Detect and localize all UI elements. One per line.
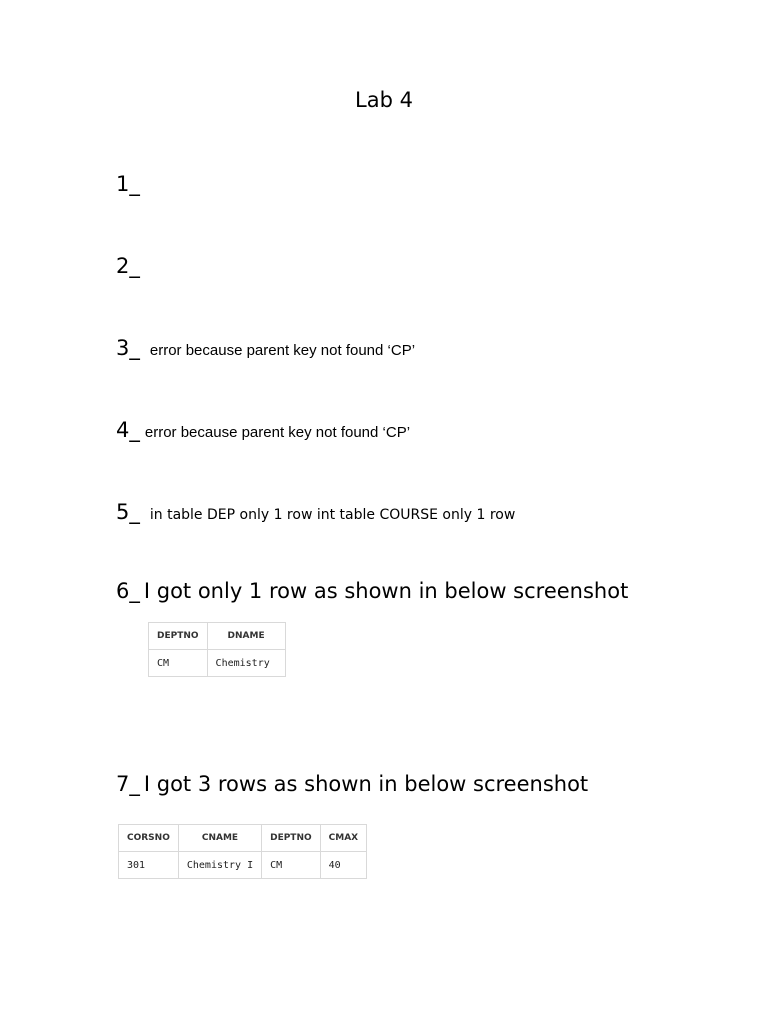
item-number: 3_ (116, 336, 140, 360)
column-header: DEPTNO (149, 623, 208, 650)
item-answer: error because parent key not found ‘CP’ (149, 342, 416, 359)
column-header: CORSNO (119, 825, 179, 852)
item-3 (116, 336, 415, 360)
item-5 (116, 500, 515, 524)
table-cell: CM (149, 650, 208, 677)
item-answer: in table DEP only 1 row int table COURSE only 1 row (149, 507, 516, 523)
item-answer: I got 3 rows as shown in below screenshot (143, 772, 589, 796)
table-cell: 40 (320, 852, 366, 879)
column-header: DNAME (207, 623, 285, 650)
course-table-screenshot (118, 824, 367, 879)
table-row (119, 852, 367, 879)
item-number: 6_ (116, 579, 140, 603)
column-header: CNAME (178, 825, 261, 852)
item-1 (116, 172, 140, 196)
item-4 (116, 418, 410, 442)
page-title: Lab 4 (355, 88, 413, 112)
table-cell: Chemistry I (178, 852, 261, 879)
table-cell: 301 (119, 852, 179, 879)
dep-table-screenshot (148, 622, 286, 677)
item-2 (116, 254, 140, 278)
table-row (149, 650, 286, 677)
table-header-row (119, 825, 367, 852)
item-6 (116, 579, 628, 603)
item-number: 7_ (116, 772, 140, 796)
item-number: 2_ (116, 254, 140, 278)
item-number: 5_ (116, 500, 140, 524)
item-7 (116, 772, 588, 796)
item-number: 1_ (116, 172, 140, 196)
table-cell: CM (262, 852, 321, 879)
table-cell: Chemistry (207, 650, 285, 677)
column-header: DEPTNO (262, 825, 321, 852)
item-answer: error because parent key not found ‘CP’ (144, 424, 411, 441)
table-header-row (149, 623, 286, 650)
column-header: CMAX (320, 825, 366, 852)
item-answer: I got only 1 row as shown in below screenshot (143, 579, 629, 603)
item-number: 4_ (116, 418, 140, 442)
